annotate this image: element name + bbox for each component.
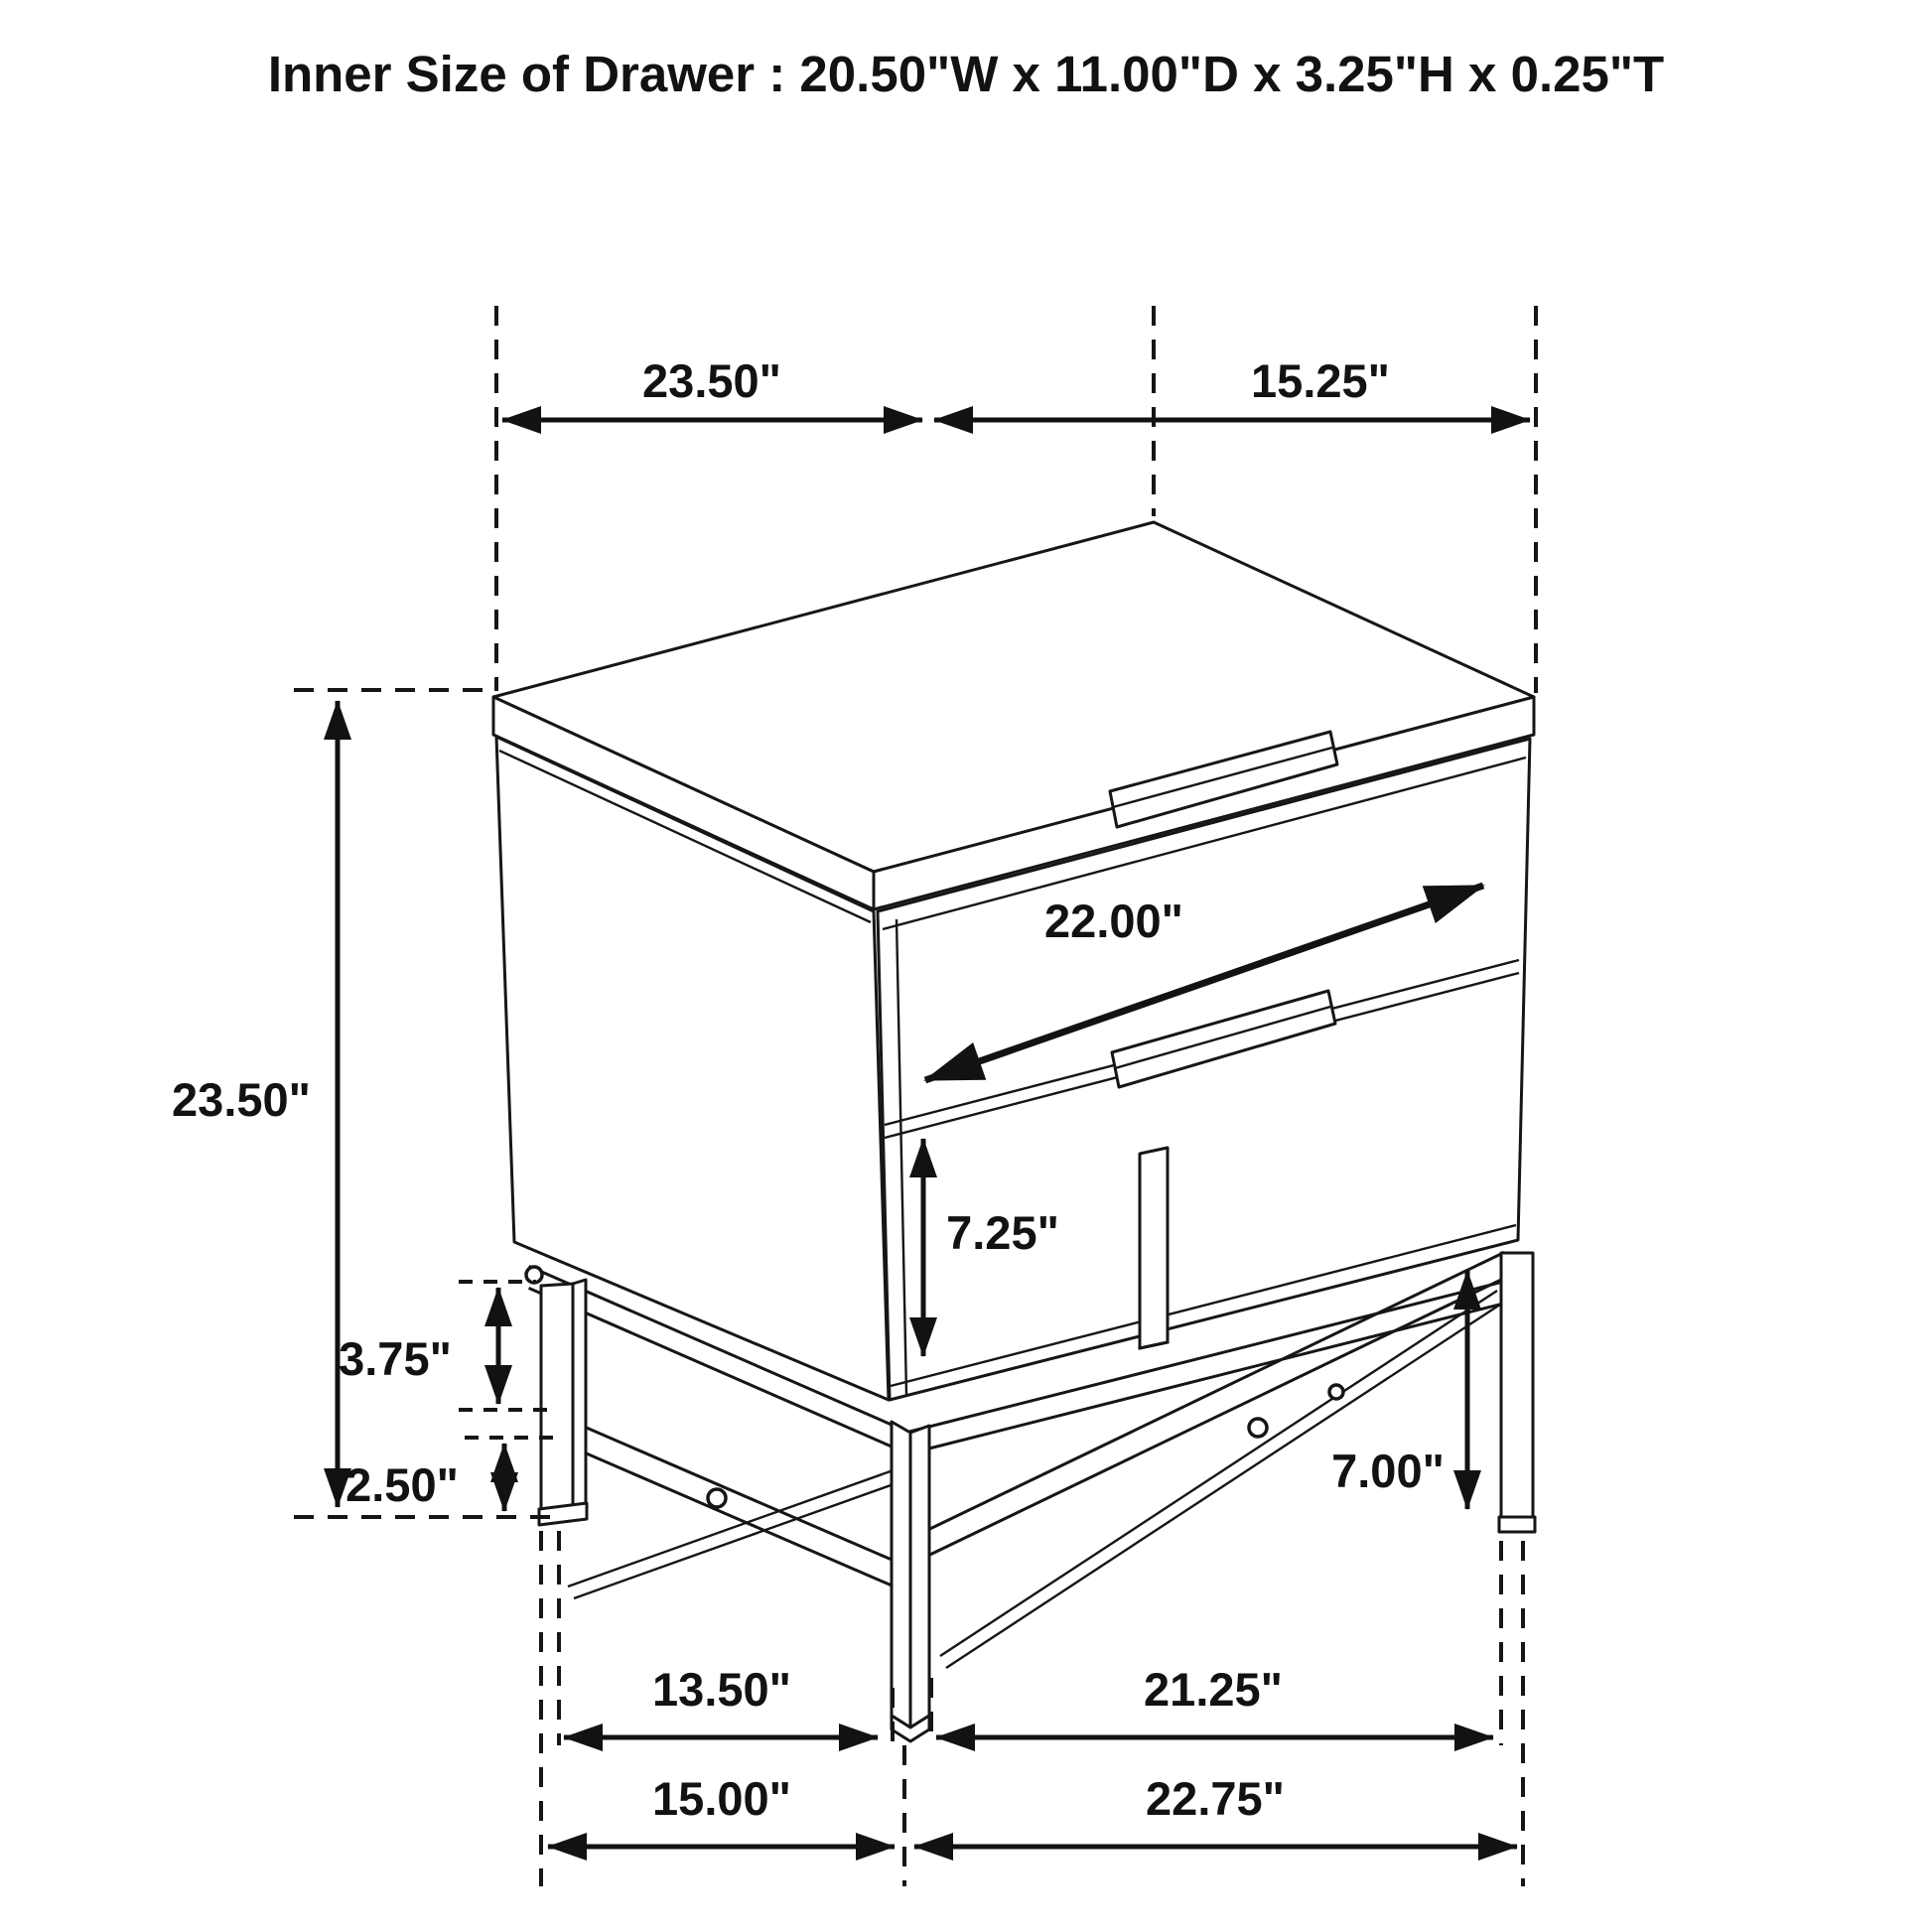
nightstand-drawing	[493, 522, 1535, 1741]
dim-frame-side-gap-label: 3.75"	[339, 1332, 452, 1385]
leg-post	[541, 1284, 573, 1509]
dim-feet-outer-depth-label: 15.00"	[652, 1772, 791, 1825]
stretcher-left-bottom	[545, 1436, 905, 1591]
dim-top-depth-label: 15.25"	[1251, 354, 1390, 407]
stretcher-left-top	[545, 1410, 905, 1566]
screw-icon	[1329, 1385, 1343, 1399]
leg-bottom-dimension-group	[345, 1438, 558, 1511]
leg-foot	[1499, 1517, 1535, 1532]
dim-leg-lower-segment-label: 2.50"	[345, 1458, 459, 1511]
leg-post	[892, 1422, 910, 1727]
dim-overall-height-label: 23.50"	[172, 1073, 311, 1126]
dim-base-clearance-label: 7.00"	[1331, 1445, 1445, 1497]
dim-feet-inner-depth-label: 13.50"	[652, 1663, 791, 1716]
leg-back	[1140, 1148, 1168, 1348]
leg-post-side	[573, 1280, 586, 1507]
screw-icon	[708, 1489, 726, 1507]
side-gap-dimension-group	[339, 1282, 558, 1410]
brace-left-b	[574, 1479, 907, 1598]
dim-feet-inner-width-label: 21.25"	[1144, 1663, 1283, 1716]
feet-dimension-rows	[541, 1531, 1523, 1886]
leg-post	[1140, 1148, 1168, 1348]
dim-drawer-inner-width-label: 22.00"	[1044, 895, 1183, 947]
dim-lower-drawer-height-label: 7.25"	[946, 1206, 1059, 1259]
leg-front	[892, 1422, 929, 1741]
leg-right	[1499, 1253, 1535, 1532]
leg-left	[539, 1280, 587, 1525]
page-title: Inner Size of Drawer : 20.50"W x 11.00"D x 3.25"H x 0.25"T	[267, 46, 1665, 102]
dim-feet-outer-width-label: 22.75"	[1146, 1772, 1285, 1825]
leg-post	[1501, 1253, 1533, 1517]
dim-top-width-label: 23.50"	[642, 354, 781, 407]
leg-post-side	[910, 1426, 929, 1727]
screw-icon	[1249, 1419, 1267, 1437]
